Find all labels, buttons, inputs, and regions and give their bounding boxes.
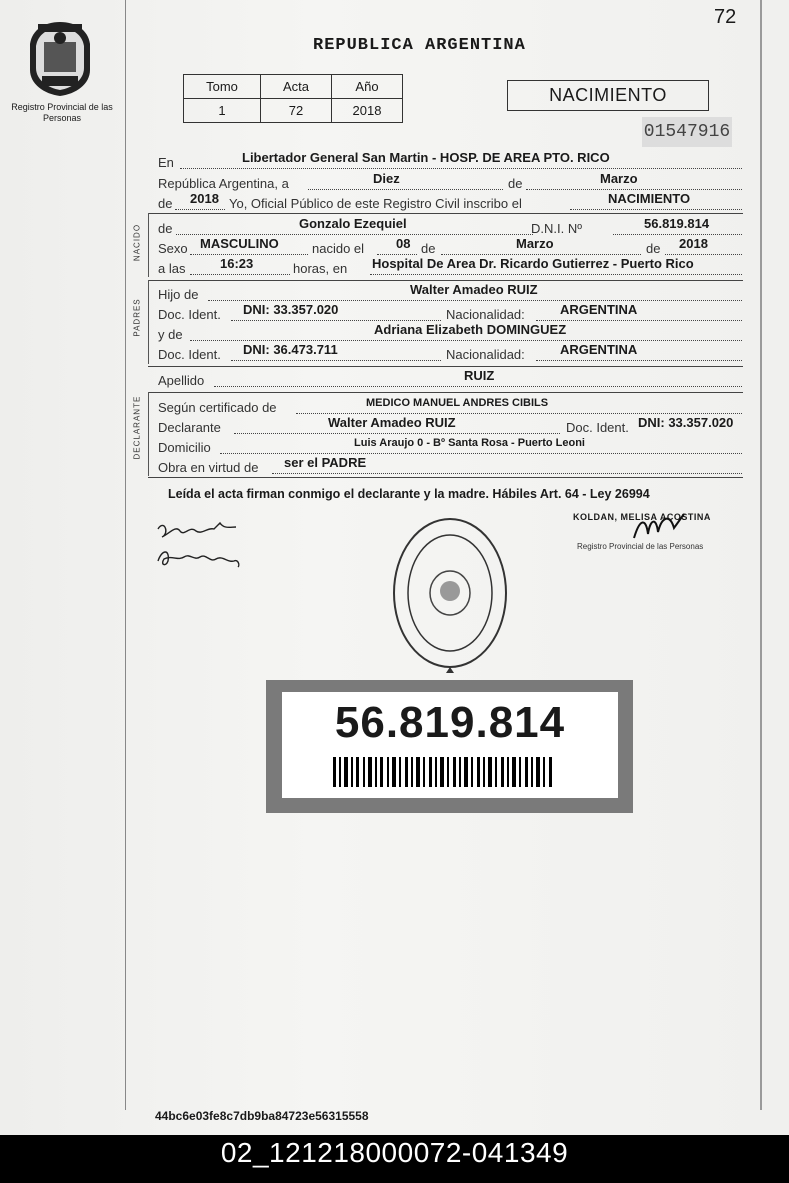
label-doc-madre: Doc. Ident.: [158, 347, 221, 362]
row-hijo-de: [158, 282, 742, 302]
value-anio: 2018: [190, 191, 219, 206]
value-tomo: 1: [184, 99, 261, 123]
value-madre: Adriana Elizabeth DOMINGUEZ: [374, 322, 567, 337]
value-dia: Diez: [373, 171, 400, 186]
row-sexo: [158, 236, 742, 256]
label-sexo: Sexo: [158, 241, 188, 256]
label-obra: Obra en virtud de: [158, 460, 259, 475]
value-obra: ser el PADRE: [284, 455, 367, 470]
label-de-5: de: [646, 241, 661, 256]
label-de-2: de: [158, 196, 173, 211]
barcode: [333, 757, 555, 787]
row-hora: [158, 256, 742, 276]
value-domicilio: Luis Araujo 0 - Bº Santa Rosa - Puerto Leoni: [354, 437, 585, 449]
footer-code: 02_121218000072-041349: [220, 1137, 569, 1168]
label-segun: Según certificado de: [158, 400, 277, 415]
value-nac-anio: 2018: [679, 236, 708, 251]
value-anio: 2018: [332, 99, 403, 123]
closing-text: Leída el acta firman conmigo el declarante y la madre. Hábiles Art. 64 - Ley 26994: [168, 487, 650, 501]
label-y-de: y de: [158, 327, 183, 342]
label-doc-declarante: Doc. Ident.: [566, 420, 629, 435]
handwritten-signatures: [150, 515, 260, 575]
value-padre: Walter Amadeo RUIZ: [410, 282, 538, 297]
label-horas: horas, en: [293, 261, 348, 276]
row-y-de: [158, 322, 742, 342]
label-hijo-de: Hijo de: [158, 287, 199, 302]
label-nac-madre: Nacionalidad:: [446, 347, 525, 362]
label-en: En: [158, 155, 174, 170]
label-republica: República Argentina, a: [158, 176, 289, 191]
value-nombre: Gonzalo Ezequiel: [299, 216, 407, 231]
label-apellido: Apellido: [158, 373, 205, 388]
row-declarante: [158, 415, 742, 435]
value-sexo: MASCULINO: [200, 236, 279, 251]
value-dni: 56.819.814: [644, 216, 710, 231]
label-oficial: Yo, Oficial Público de este Registro Civil inscribo el: [229, 196, 522, 211]
value-nac-mes: Marzo: [516, 236, 554, 251]
document-hash: 44bc6e03fe8c7db9ba84723e56315558: [155, 1109, 369, 1123]
document-title: REPUBLICA ARGENTINA: [313, 36, 526, 55]
label-doc-padre: Doc. Ident.: [158, 307, 221, 322]
label-de-4: de: [421, 241, 436, 256]
row-domicilio: [158, 438, 742, 455]
label-domicilio: Domicilio: [158, 440, 211, 455]
side-label-padres: PADRES: [132, 298, 142, 337]
value-madre-nac: ARGENTINA: [560, 342, 638, 357]
side-label-declarante: DECLARANTE: [132, 395, 142, 460]
registrar-office: Registro Provincial de las Personas: [577, 542, 704, 551]
row-apellido: [158, 368, 742, 388]
label-nacido: nacido el: [312, 241, 365, 256]
label-nac-padre: Nacionalidad:: [446, 307, 525, 322]
value-apellido: RUIZ: [464, 368, 495, 383]
label-alas: a las: [158, 261, 186, 276]
value-hora: 16:23: [220, 256, 254, 271]
label-de-3: de: [158, 221, 173, 236]
value-declarante-dni: DNI: 33.357.020: [638, 415, 734, 430]
value-nac-dia: 08: [396, 236, 411, 251]
side-label-nacido: NACIDO: [132, 223, 142, 262]
row-obra: [158, 455, 742, 475]
label-declarante: Declarante: [158, 420, 221, 435]
value-padre-nac: ARGENTINA: [560, 302, 638, 317]
label-dni: D.N.I. Nº: [531, 221, 582, 236]
page-number: 72: [714, 6, 737, 28]
value-madre-dni: DNI: 36.473.711: [243, 342, 338, 357]
record-table: [183, 74, 403, 123]
row-madre-doc: [158, 342, 742, 362]
record-type-box: NACIMIENTO: [507, 80, 709, 111]
row-padre-doc: [158, 302, 742, 322]
row-nombre: [158, 216, 742, 236]
row-republica: [158, 171, 742, 191]
header-tomo: Tomo: [184, 75, 261, 99]
coat-of-arms-icon: [24, 20, 96, 98]
serial-number: 01547916: [642, 117, 732, 147]
registrar-name: KOLDAN, MELISA ACOSTINA: [573, 512, 711, 522]
value-mes: Marzo: [600, 171, 638, 186]
logo-caption: Registro Provincial de las Personas: [11, 102, 113, 123]
row-segun: [158, 398, 742, 415]
value-tipo: NACIMIENTO: [608, 191, 691, 206]
left-margin-line: [125, 0, 126, 1110]
right-margin-line: [760, 0, 762, 1110]
label-de-1: de: [508, 176, 523, 191]
value-acta: 72: [261, 99, 332, 123]
sticker-dni-number: 56.819.814: [334, 698, 566, 747]
value-lugar-nac: Hospital De Area Dr. Ricardo Gutierrez - Puerto Rico: [372, 256, 694, 271]
header-anio: Año: [332, 75, 403, 99]
header-acta: Acta: [261, 75, 332, 99]
value-lugar: Libertador General San Martin - HOSP. DE AREA PTO. RICO: [242, 150, 610, 165]
row-oficial: [158, 191, 742, 211]
value-padre-dni: DNI: 33.357.020: [243, 302, 339, 317]
value-declarante: Walter Amadeo RUIZ: [328, 415, 456, 430]
value-certificado: MEDICO MANUEL ANDRES CIBILS: [366, 397, 549, 409]
official-seal: [390, 515, 510, 675]
row-en: [158, 150, 742, 170]
